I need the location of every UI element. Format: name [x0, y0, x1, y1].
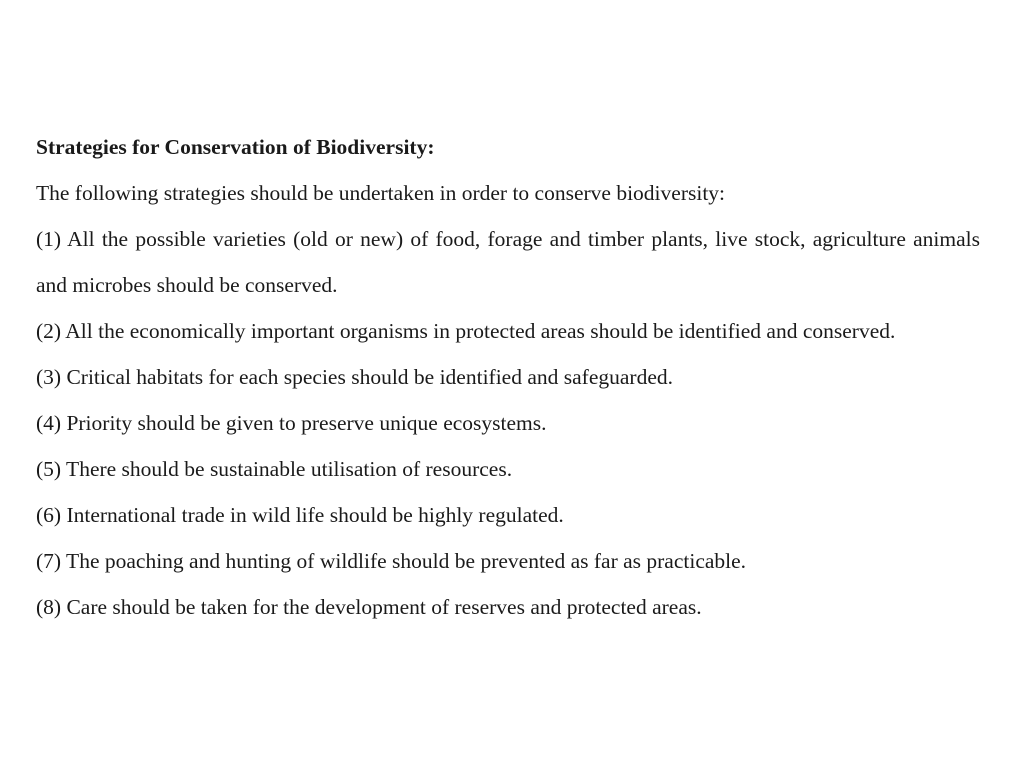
- document-body: [36, 124, 980, 630]
- strategy-item-8: (8) Care should be taken for the development of reserves and protected areas.: [36, 595, 702, 619]
- strategy-item-6: (6) International trade in wild life should be highly regulated.: [36, 503, 564, 527]
- strategy-item-4: (4) Priority should be given to preserve unique ecosystems.: [36, 411, 547, 435]
- strategy-item-5: (5) There should be sustainable utilisation of resources.: [36, 457, 513, 481]
- strategy-item-2: (2) All the economically important organisms in protected areas should be identified and conserved.: [36, 319, 896, 343]
- intro-paragraph: The following strategies should be undertaken in order to conserve biodiversity:: [36, 181, 726, 205]
- strategy-item-1: (1) All the possible varieties (old or new) of food, forage and timber plants, live stock, agriculture animals and microbes should be conserved.: [36, 227, 980, 297]
- strategy-item-3: (3) Critical habitats for each species should be identified and safeguarded.: [36, 365, 674, 389]
- strategy-item-7: (7) The poaching and hunting of wildlife should be prevented as far as practicable.: [36, 549, 747, 573]
- document-heading: Strategies for Conservation of Biodiversity:: [36, 135, 435, 159]
